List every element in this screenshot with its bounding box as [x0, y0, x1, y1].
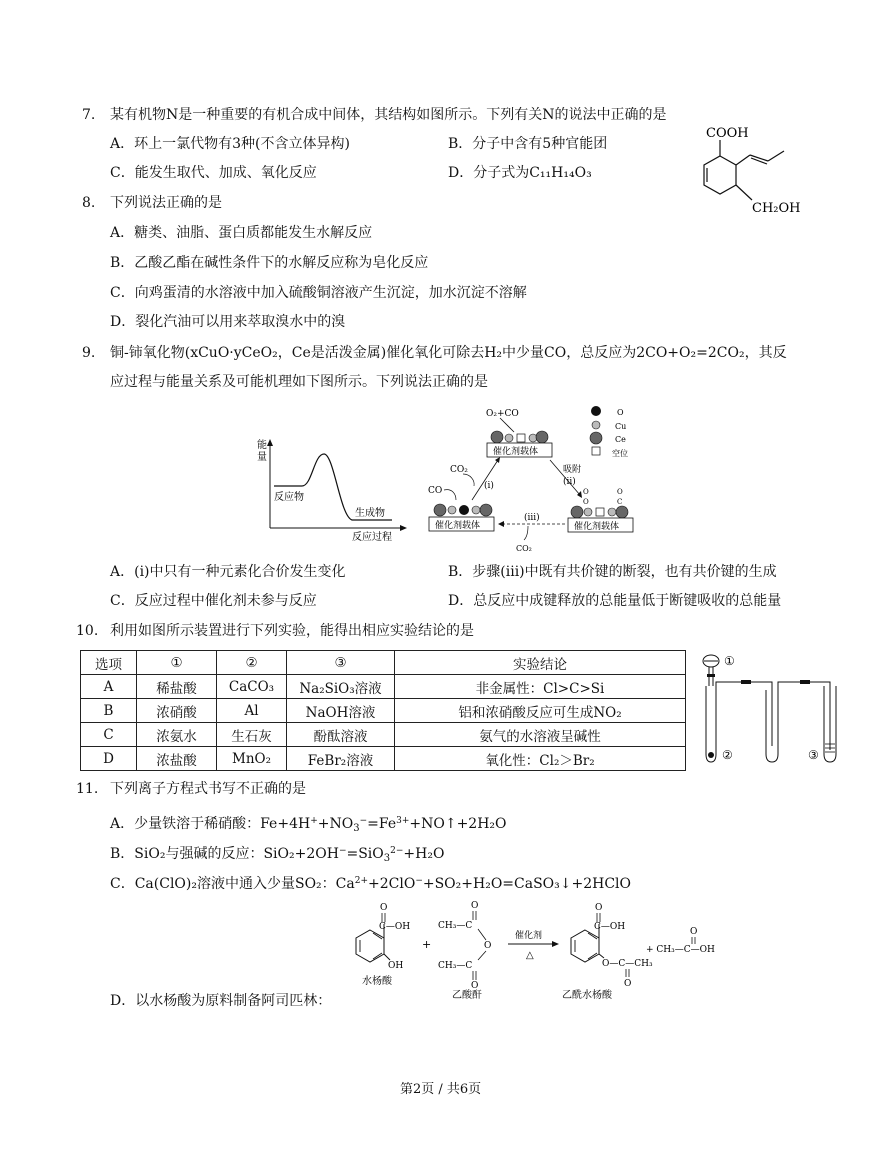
- table-cell: 氨气的水溶液呈碱性: [395, 723, 686, 747]
- anhydride-label: 乙酸酐: [452, 990, 482, 1000]
- reaction-process-label: 反应过程: [352, 532, 392, 543]
- table-row: [81, 747, 686, 771]
- table-cell: Na₂SiO₃溶液: [287, 675, 395, 699]
- o-adsorbed-3: O: [617, 488, 623, 496]
- o2-co-label: O₂+CO: [486, 409, 519, 419]
- co2-bottom-label: CO₂: [516, 544, 532, 553]
- anhydride-o-bridge: O: [484, 941, 492, 951]
- q11-stem: 下列离子方程式书写不正确的是: [110, 781, 306, 797]
- q11-option-d: D．以水杨酸为原料制备阿司匹林：: [110, 993, 332, 1009]
- q9-mechanism-diagram: [420, 400, 645, 558]
- table-cell: NaOH溶液: [287, 699, 395, 723]
- q7-structure-figure: [680, 118, 810, 228]
- o-adsorbed-2: O: [583, 498, 589, 506]
- q7-option-b: B．分子中含有5种官能团: [448, 136, 608, 152]
- table-row: [81, 723, 686, 747]
- q11-option-c: [110, 872, 631, 893]
- q7-number: 7.: [82, 107, 96, 123]
- q9-stem-line1: 铜-铈氧化物(xCuO·yCeO₂，Ce是活泼金属)催化氧化可除去H₂中少量CO，总反应为2CO+O₂=2CO₂，其反: [110, 345, 787, 361]
- q11-c-sup-2plus: 2+: [354, 876, 368, 886]
- q8-stem: 下列说法正确的是: [110, 195, 222, 211]
- q11-a-text-1: A．少量铁溶于稀硝酸：Fe+4H: [110, 816, 311, 832]
- q8-option-c: C．向鸡蛋清的水溶液中加入硫酸铜溶液产生沉淀，加水沉淀不溶解: [110, 285, 527, 301]
- q10-apparatus-figure: [696, 646, 846, 770]
- q11-a-sup-minus: −: [359, 816, 368, 826]
- q11-c-text-1: C．Ca(ClO)₂溶液中通入少量SO₂：Ca: [110, 876, 355, 892]
- anhydride-ch3c-bottom: CH₃—C: [438, 961, 473, 971]
- reactant-label: 反应物: [274, 492, 304, 503]
- q9-option-b: B．步骤(iii)中既有共价键的断裂，也有共价键的生成: [448, 564, 777, 580]
- q9-option-a: A．(i)中只有一种元素化合价发生变化: [110, 564, 346, 580]
- q8-option-b: B．乙酸乙酯在碱性条件下的水解反应称为皂化反应: [110, 255, 429, 271]
- product-label: 生成物: [355, 508, 385, 519]
- aspirin-o-bottom: O: [624, 979, 632, 989]
- cooh-label: COOH: [706, 126, 749, 141]
- anhydride-o-top: O: [471, 901, 479, 911]
- q9-number: 9.: [82, 345, 96, 361]
- salicylic-label: 水杨酸: [362, 976, 392, 987]
- q11-b-sup-2minus: 2−: [390, 846, 404, 856]
- step-ii-label: (ii): [563, 477, 576, 487]
- table-header-cell: 选项: [81, 651, 137, 675]
- c-adsorbed: C: [617, 498, 623, 506]
- table-cell: FeBr₂溶液: [287, 747, 395, 771]
- ch2oh-label: CH₂OH: [752, 201, 801, 216]
- q9-energy-diagram: [252, 436, 412, 546]
- q11-a-text-2: +NO: [317, 816, 354, 832]
- tube-label: ③: [808, 748, 819, 762]
- page-footer: 第2页 / 共6页: [400, 1082, 482, 1097]
- q11-a-text-4: +NO↑+2H₂O: [409, 816, 507, 832]
- q8-option-a: A．糖类、油脂、蛋白质都能发生水解反应: [110, 225, 373, 241]
- table-header-cell: ③: [287, 651, 395, 675]
- table-cell: 铝和浓硝酸反应可生成NO₂: [395, 699, 686, 723]
- energy-axis-label-1: 能: [257, 440, 267, 451]
- table-cell: A: [81, 675, 137, 699]
- heat-symbol: △: [526, 950, 534, 961]
- legend-o: O: [617, 408, 624, 417]
- table-header-cell: ②: [217, 651, 287, 675]
- q7-option-a: A．环上一氯代物有3种(不含立体异构): [110, 136, 350, 152]
- table-row: [81, 675, 686, 699]
- table-cell: 生石灰: [217, 723, 287, 747]
- q11-a-sub-3: 3: [353, 823, 360, 834]
- q11-b-sub-3: 3: [383, 853, 391, 864]
- step-i-label: (i): [484, 481, 494, 491]
- q11-b-text-2: =SiO: [346, 846, 384, 862]
- q10-stem: 利用如图所示装置进行下列实验，能得出相应实验结论的是: [110, 623, 474, 639]
- funnel-label: ①: [724, 654, 735, 668]
- q11-a-sup-3plus: 3+: [396, 816, 410, 826]
- aspirin-cooh: C—OH: [594, 922, 626, 932]
- table-cell: 浓盐酸: [137, 747, 217, 771]
- q8-number: 8.: [82, 195, 96, 211]
- aspirin-ester: O—C—CH₃: [602, 959, 653, 969]
- q7-option-c: C．能发生取代、加成、氧化反应: [110, 165, 317, 181]
- aspirin-o-top: O: [595, 903, 603, 913]
- aspirin-label: 乙酰水杨酸: [562, 990, 612, 1000]
- table-cell: 酚酞溶液: [287, 723, 395, 747]
- table-cell: MnO₂: [217, 747, 287, 771]
- table-cell: CaCO₃: [217, 675, 287, 699]
- table-row: [81, 699, 686, 723]
- q10-number: 10.: [76, 623, 99, 639]
- table-cell: 非金属性：Cl>C>Si: [395, 675, 686, 699]
- table-cell: 浓氨水: [137, 723, 217, 747]
- q7-option-d: D．分子式为C₁₁H₁₄O₃: [448, 165, 592, 181]
- energy-axis-label-2: 量: [257, 452, 267, 463]
- salicylic-oh: OH: [388, 961, 404, 971]
- q11-aspirin-scheme: [340, 896, 740, 1000]
- q11-c-sup-minus: −: [415, 876, 423, 886]
- acetic-acid: + CH₃—C—OH: [646, 945, 715, 955]
- legend-ce: Ce: [615, 435, 626, 444]
- table-cell: 浓硝酸: [137, 699, 217, 723]
- q11-option-b: [110, 842, 444, 868]
- flask-label: ②: [722, 748, 733, 762]
- acetic-o: O: [690, 927, 698, 937]
- q11-a-sup-plus: +: [310, 816, 318, 826]
- q11-number: 11.: [76, 781, 99, 797]
- co-left-label: CO: [428, 486, 443, 496]
- adsorb-label: 吸附: [563, 465, 582, 475]
- legend-cu: Cu: [615, 422, 627, 431]
- salicylic-o: O: [380, 903, 388, 913]
- table-cell: 氧化性：Cl₂＞Br₂: [395, 747, 686, 771]
- table-cell: D: [81, 747, 137, 771]
- q11-b-text-3: +H₂O: [403, 846, 445, 862]
- plus-1: +: [422, 938, 432, 951]
- table-cell: B: [81, 699, 137, 723]
- table-cell: 稀盐酸: [137, 675, 217, 699]
- catalyst-label: 催化剂: [515, 931, 543, 941]
- support-right: 催化剂载体: [574, 522, 620, 532]
- q7-stem: 某有机物N是一种重要的有机合成中间体，其结构如图所示。下列有关N的说法中正确的是: [110, 107, 667, 123]
- q8-option-d: D．裂化汽油可以用来萃取溴水中的溴: [110, 314, 346, 330]
- q11-c-text-2: +2ClO: [368, 876, 416, 892]
- support-top: 催化剂载体: [493, 447, 539, 457]
- q9-option-d: D．总反应中成键释放的总能量低于断键吸收的总能量: [448, 593, 782, 609]
- legend-vacancy: 空位: [612, 449, 628, 458]
- table-header-cell: 实验结论: [395, 651, 686, 675]
- q9-option-c: C．反应过程中催化剂未参与反应: [110, 593, 317, 609]
- salicylic-cooh: C—OH: [379, 922, 411, 932]
- step-iii-label: (iii): [524, 513, 540, 523]
- table-header-row: [81, 651, 686, 675]
- support-left: 催化剂载体: [435, 521, 481, 531]
- q11-a-text-3: =Fe: [367, 816, 397, 832]
- table-header-cell: ①: [137, 651, 217, 675]
- q9-stem-line2: 应过程与能量关系及可能机理如下图所示。下列说法正确的是: [110, 374, 488, 390]
- table-cell: Al: [217, 699, 287, 723]
- q11-c-text-3: +SO₂+H₂O=CaSO₃↓+2HClO: [422, 876, 632, 892]
- q11-b-sup-minus: −: [338, 846, 347, 856]
- co2-left-label: CO₂: [450, 465, 468, 475]
- q11-option-a: [110, 812, 507, 838]
- anhydride-o-bottom: O: [471, 981, 479, 991]
- table-cell: C: [81, 723, 137, 747]
- anhydride-ch3c-top: CH₃—C: [438, 921, 473, 931]
- q11-b-text-1: B．SiO₂与强碱的反应：SiO₂+2OH: [110, 846, 339, 862]
- q10-experiment-table: [80, 650, 686, 771]
- o-adsorbed-1: O: [583, 488, 589, 496]
